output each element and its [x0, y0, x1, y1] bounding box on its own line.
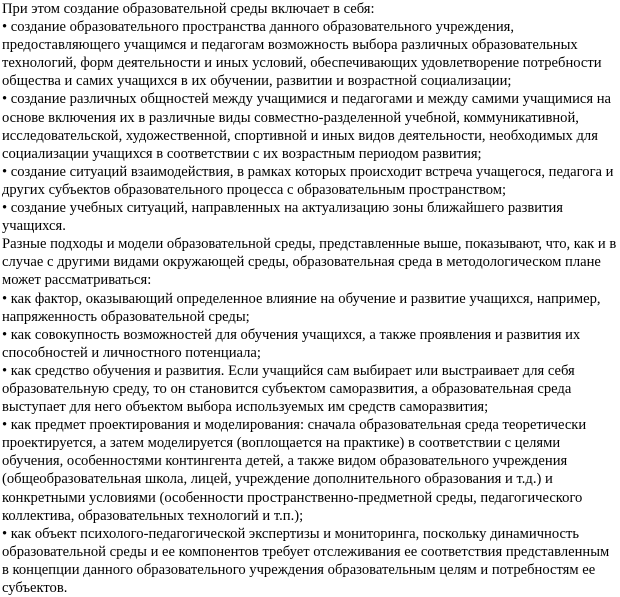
- intro-paragraph: При этом создание образовательной среды включает в себя:: [2, 1, 375, 17]
- list-item: • создание ситуаций взаимодействия, в рамках которых происходит встреча учащегося, педагога и других субъектов образовательного процесса с образовательным пространством;: [2, 163, 614, 198]
- list-item: • как средство обучения и развития. Если учащийся сам выбирает или выстраивает для себя образовательную среду, то он становится субъектом саморазвития, а образовательная среда выступает для него объектом выбора используемых им средств саморазвития;: [2, 362, 575, 416]
- body-paragraph: Разные подходы и модели образовательной среды, представленные выше, показывают, что, как и в случае с другими видами окружающей среды, образовательная среда в методологическом плане может рассматриваться:: [2, 236, 617, 289]
- list-item: • создание учебных ситуаций, направленных на актуализацию зоны ближайшего развития учащихся.: [2, 200, 563, 235]
- list-item: • как предмет проектирования и моделирования: сначала образовательная среда теоретически проектируется, а затем моделируется (воплощается на практике) в соответствии с целями обучения, особенностями контингента детей, а также видом образовательного учреждения (общеобразовательная школа, лицей, учреждение дополнительного образования и т.д.) и конкретными условиями (особенности пространственно-предметной среды, педагогического коллектива, образовательных технологий и т.п.);: [2, 417, 587, 524]
- list-item: • как фактор, оказывающий определенное влияние на обучение и развитие учащихся, например, напряженность образовательной среды;: [2, 290, 601, 325]
- list-item: • как совокупность возможностей для обучения учащихся, а также проявления и развития их способностей и личностного потенциала;: [2, 326, 581, 361]
- list-item: • создание образовательного пространства данного образовательного учреждения, предоставляющего учащимся и педагогам возможность выбора различных образовательных технологий, форм деятельности и иных условий, обеспечивающих удовлетворение потребности общества и самих учащихся в их обучении, развитии и возрастной социализации;: [2, 19, 602, 90]
- list-item: • создание различных общностей между учащимися и педагогами и между самими учащимися на основе включения их в различные виды совместно-разделенной учебной, коммуникативной, исследовательской, художественной, спортивной и иных видов деятельности, необходимых для социализации учащихся в соответствии с их возрастным периодом развития;: [2, 91, 612, 162]
- list-item: • как объект психолого-педагогической экспертизы и мониторинга, поскольку динамичность образовательной среды и ее компонентов требует отслеживания ее соответствия представленным в концепции данного образовательного учреждения образовательным целям и потребностям ее субъектов.: [2, 525, 610, 596]
